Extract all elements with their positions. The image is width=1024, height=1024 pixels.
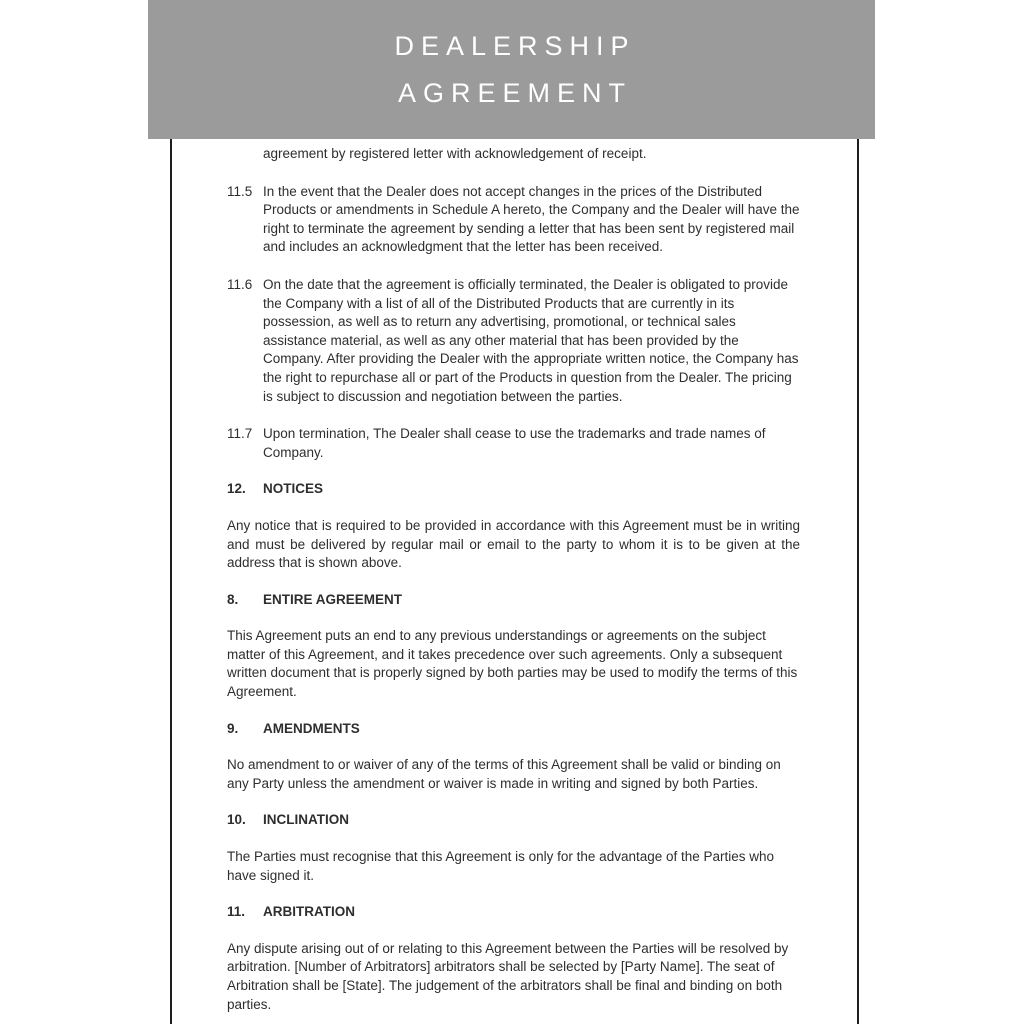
clause-number: 11.7 (227, 426, 253, 442)
clause-11-6 (227, 276, 800, 406)
clause-number: 11.6 (227, 276, 253, 292)
title-banner (148, 0, 875, 139)
section-number: 10. (227, 812, 246, 828)
section-heading-notices (227, 480, 800, 499)
section-heading-entire-agreement (227, 591, 800, 610)
section-heading-inclination (227, 811, 800, 830)
document-content (172, 0, 857, 1014)
clause-text: In the event that the Dealer does not accept changes in the prices of the Distributed Products or amendments in Schedule A hereto, the Company and the Dealer will have the right to terminate the agreement by sending a letter that has been sent by registered mail and includes an acknowledgment that the letter has been received. (263, 183, 800, 255)
section-body-inclination: The Parties must recognise that this Agreement is only for the advantage of the Parties who have signed it. (227, 849, 775, 883)
section-title: ARBITRATION (263, 904, 355, 920)
section-number: 9. (227, 720, 239, 736)
section-title: ENTIRE AGREEMENT (263, 591, 403, 607)
section-number: 8. (227, 591, 239, 607)
document-page (170, 0, 859, 1024)
document-title-line2: AGREEMENT (397, 77, 633, 108)
section-heading-amendments (227, 720, 800, 739)
section-body-notices: Any notice that is required to be provided in accordance with this Agreement must be in writing and must be delivered by regular mail or email to the party to whom it is to be given at the address that is shown above. (227, 517, 800, 571)
section-body-entire-agreement: This Agreement puts an end to any previous understandings or agreements on the subject matter of this Agreement, and it takes precedence over such agreements. Only a subsequent written document that is properly signed by both parties may be used to modify the terms of this Agreement. (227, 628, 798, 700)
document-title-line1: DEALERSHIP (394, 30, 636, 61)
section-body-arbitration: Any dispute arising out of or relating to this Agreement between the Parties will be resolved by arbitration. [Number of Arbitrators] arbitrators shall be selected by [Party Name]. The seat of Arbitration shall be [State]. The judgement of the arbitrators shall be final and binding on both parties. (227, 940, 789, 1012)
clause-11-5 (227, 183, 800, 257)
section-title: NOTICES (263, 481, 324, 497)
clause-text: Upon termination, The Dealer shall cease to use the trademarks and trade names of Company. (263, 426, 766, 460)
section-number: 11. (227, 904, 246, 920)
section-body-amendments: No amendment to or waiver of any of the terms of this Agreement shall be valid or binding on any Party unless the amendment or waiver is made in writing and signed by both Parties. (227, 757, 781, 791)
clause-continuation-text: agreement by registered letter with acknowledgement of receipt. (263, 146, 647, 161)
clause-number: 11.5 (227, 183, 253, 199)
section-title: AMENDMENTS (263, 720, 360, 736)
section-title: INCLINATION (263, 812, 349, 828)
section-heading-arbitration (227, 903, 800, 922)
section-number: 12. (227, 481, 246, 497)
clause-text: On the date that the agreement is officially terminated, the Dealer is obligated to provide the Company with a list of all of the Distributed Products that are currently in its possession, as well as to return any advertising, promotional, or technical sales assistance material, as well as any other material that has been provided by the Company. After providing the Dealer with the appropriate written notice, the Company has the right to repurchase all or part of the Products in question from the Dealer. The pricing is subject to discussion and negotiation between the parties. (263, 276, 799, 404)
clause-11-7 (227, 425, 800, 462)
